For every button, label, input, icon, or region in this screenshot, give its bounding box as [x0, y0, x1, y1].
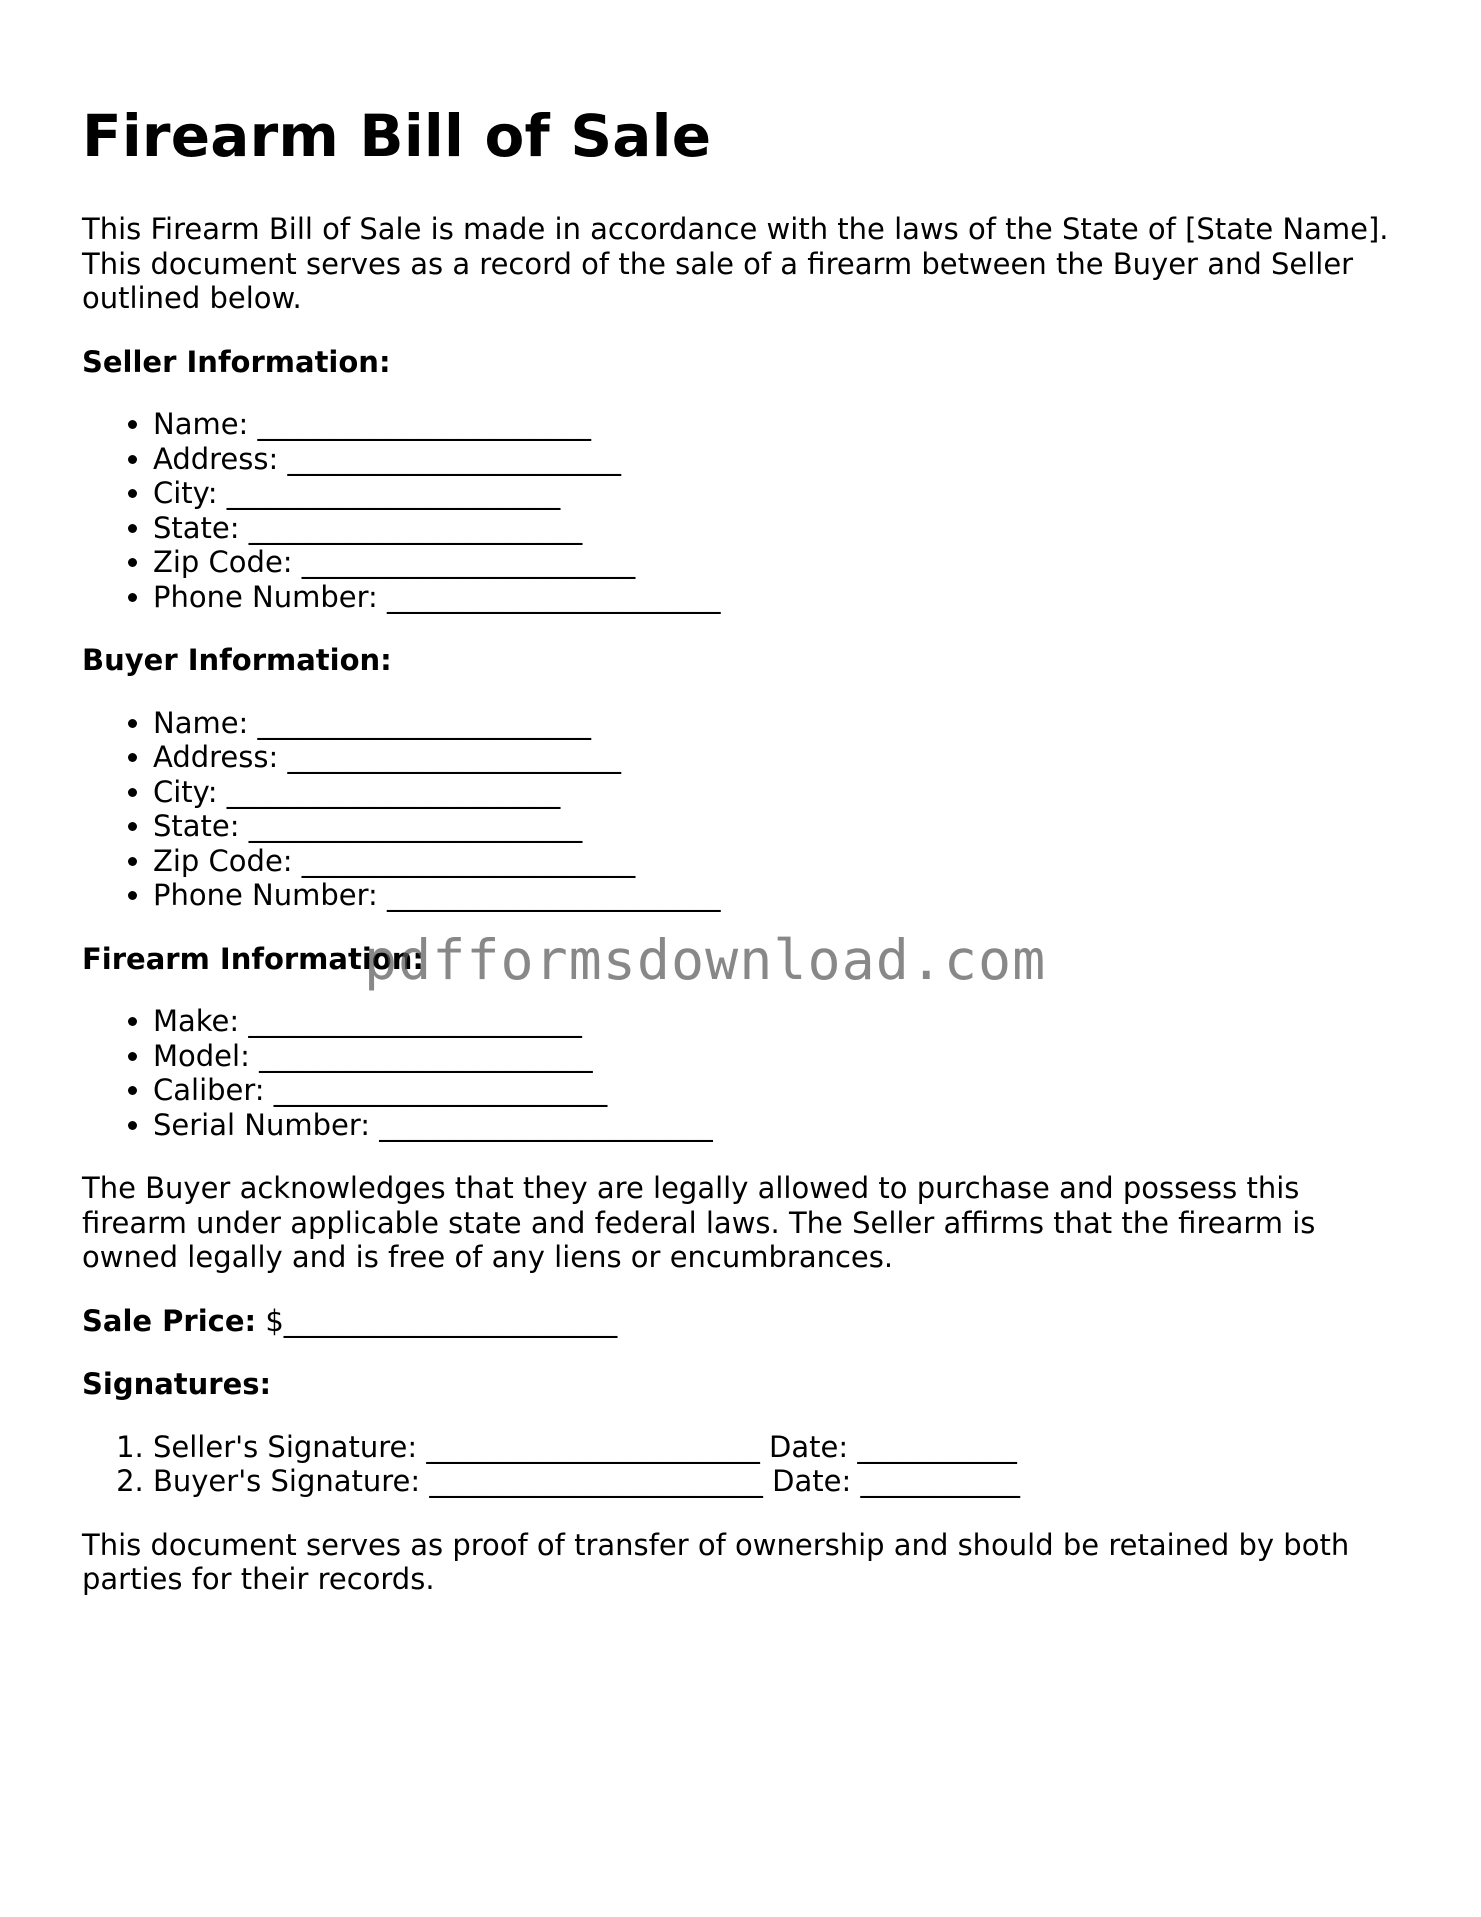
signatures-heading: Signatures: [82, 1367, 272, 1401]
sale-price-label: Sale Price: [82, 1303, 257, 1338]
firearm-make-field[interactable]: • Make: _______________________ [153, 1004, 1412, 1039]
firearm-serial-number-field[interactable]: • Serial Number: _______________________ [153, 1108, 1412, 1143]
firearm-fields-list [82, 1004, 1412, 1142]
document-title: Firearm Bill of Sale [82, 102, 712, 170]
buyer-information-heading: Buyer Information: [82, 643, 392, 677]
intro-paragraph: This Firearm Bill of Sale is made in accordance with the laws of the State of [State Name]. This document serves as a record of the sale of a firearm between the Buyer and Seller outlined below. [82, 212, 1389, 315]
sale-price-value[interactable]: $_______________________ [265, 1303, 618, 1338]
buyer-state-field[interactable]: • State: _______________________ [153, 809, 1412, 844]
seller-state-field[interactable]: • State: _______________________ [153, 511, 1412, 546]
buyer-signature-line[interactable]: 2. Buyer's Signature: _______________________ Date: ___________ [153, 1464, 1412, 1499]
firearm-information-heading: Firearm Information: [82, 941, 424, 976]
seller-name-field[interactable]: • Name: _______________________ [153, 407, 1412, 442]
closing-paragraph: This document serves as proof of transfer of ownership and should be retained by both parties for their records. [82, 1527, 1350, 1596]
watermark: pdfformsdownload.com [364, 928, 1047, 992]
buyer-phone-number-field[interactable]: • Phone Number: _______________________ [153, 878, 1412, 913]
buyer-name-field[interactable]: • Name: _______________________ [153, 706, 1412, 741]
seller-zip-code-field[interactable]: • Zip Code: _______________________ [153, 545, 1412, 580]
seller-address-field[interactable]: • Address: _______________________ [153, 442, 1412, 477]
seller-information-heading: Seller Information: [82, 344, 391, 379]
sale-price-field[interactable] [82, 1304, 1412, 1339]
seller-fields-list [82, 407, 1412, 614]
seller-signature-line[interactable]: 1. Seller's Signature: _______________________ Date: ___________ [153, 1430, 1412, 1465]
buyer-address-field[interactable]: • Address: _______________________ [153, 740, 1412, 775]
acknowledgement-paragraph: The Buyer acknowledges that they are legally allowed to purchase and possess this firearm under applicable state and federal laws. The Seller affirms that the firearm is owned legally and is free of any liens or encumbrances. [82, 1171, 1316, 1274]
buyer-city-field[interactable]: • City: _______________________ [153, 775, 1412, 810]
firearm-model-field[interactable]: • Model: _______________________ [153, 1039, 1412, 1074]
seller-phone-number-field[interactable]: • Phone Number: _______________________ [153, 580, 1412, 615]
buyer-fields-list [82, 706, 1412, 913]
firearm-caliber-field[interactable]: • Caliber: _______________________ [153, 1073, 1412, 1108]
document-page [82, 96, 1412, 1597]
buyer-zip-code-field[interactable]: • Zip Code: _______________________ [153, 844, 1412, 879]
signatures-list [82, 1430, 1412, 1499]
seller-city-field[interactable]: • City: _______________________ [153, 476, 1412, 511]
